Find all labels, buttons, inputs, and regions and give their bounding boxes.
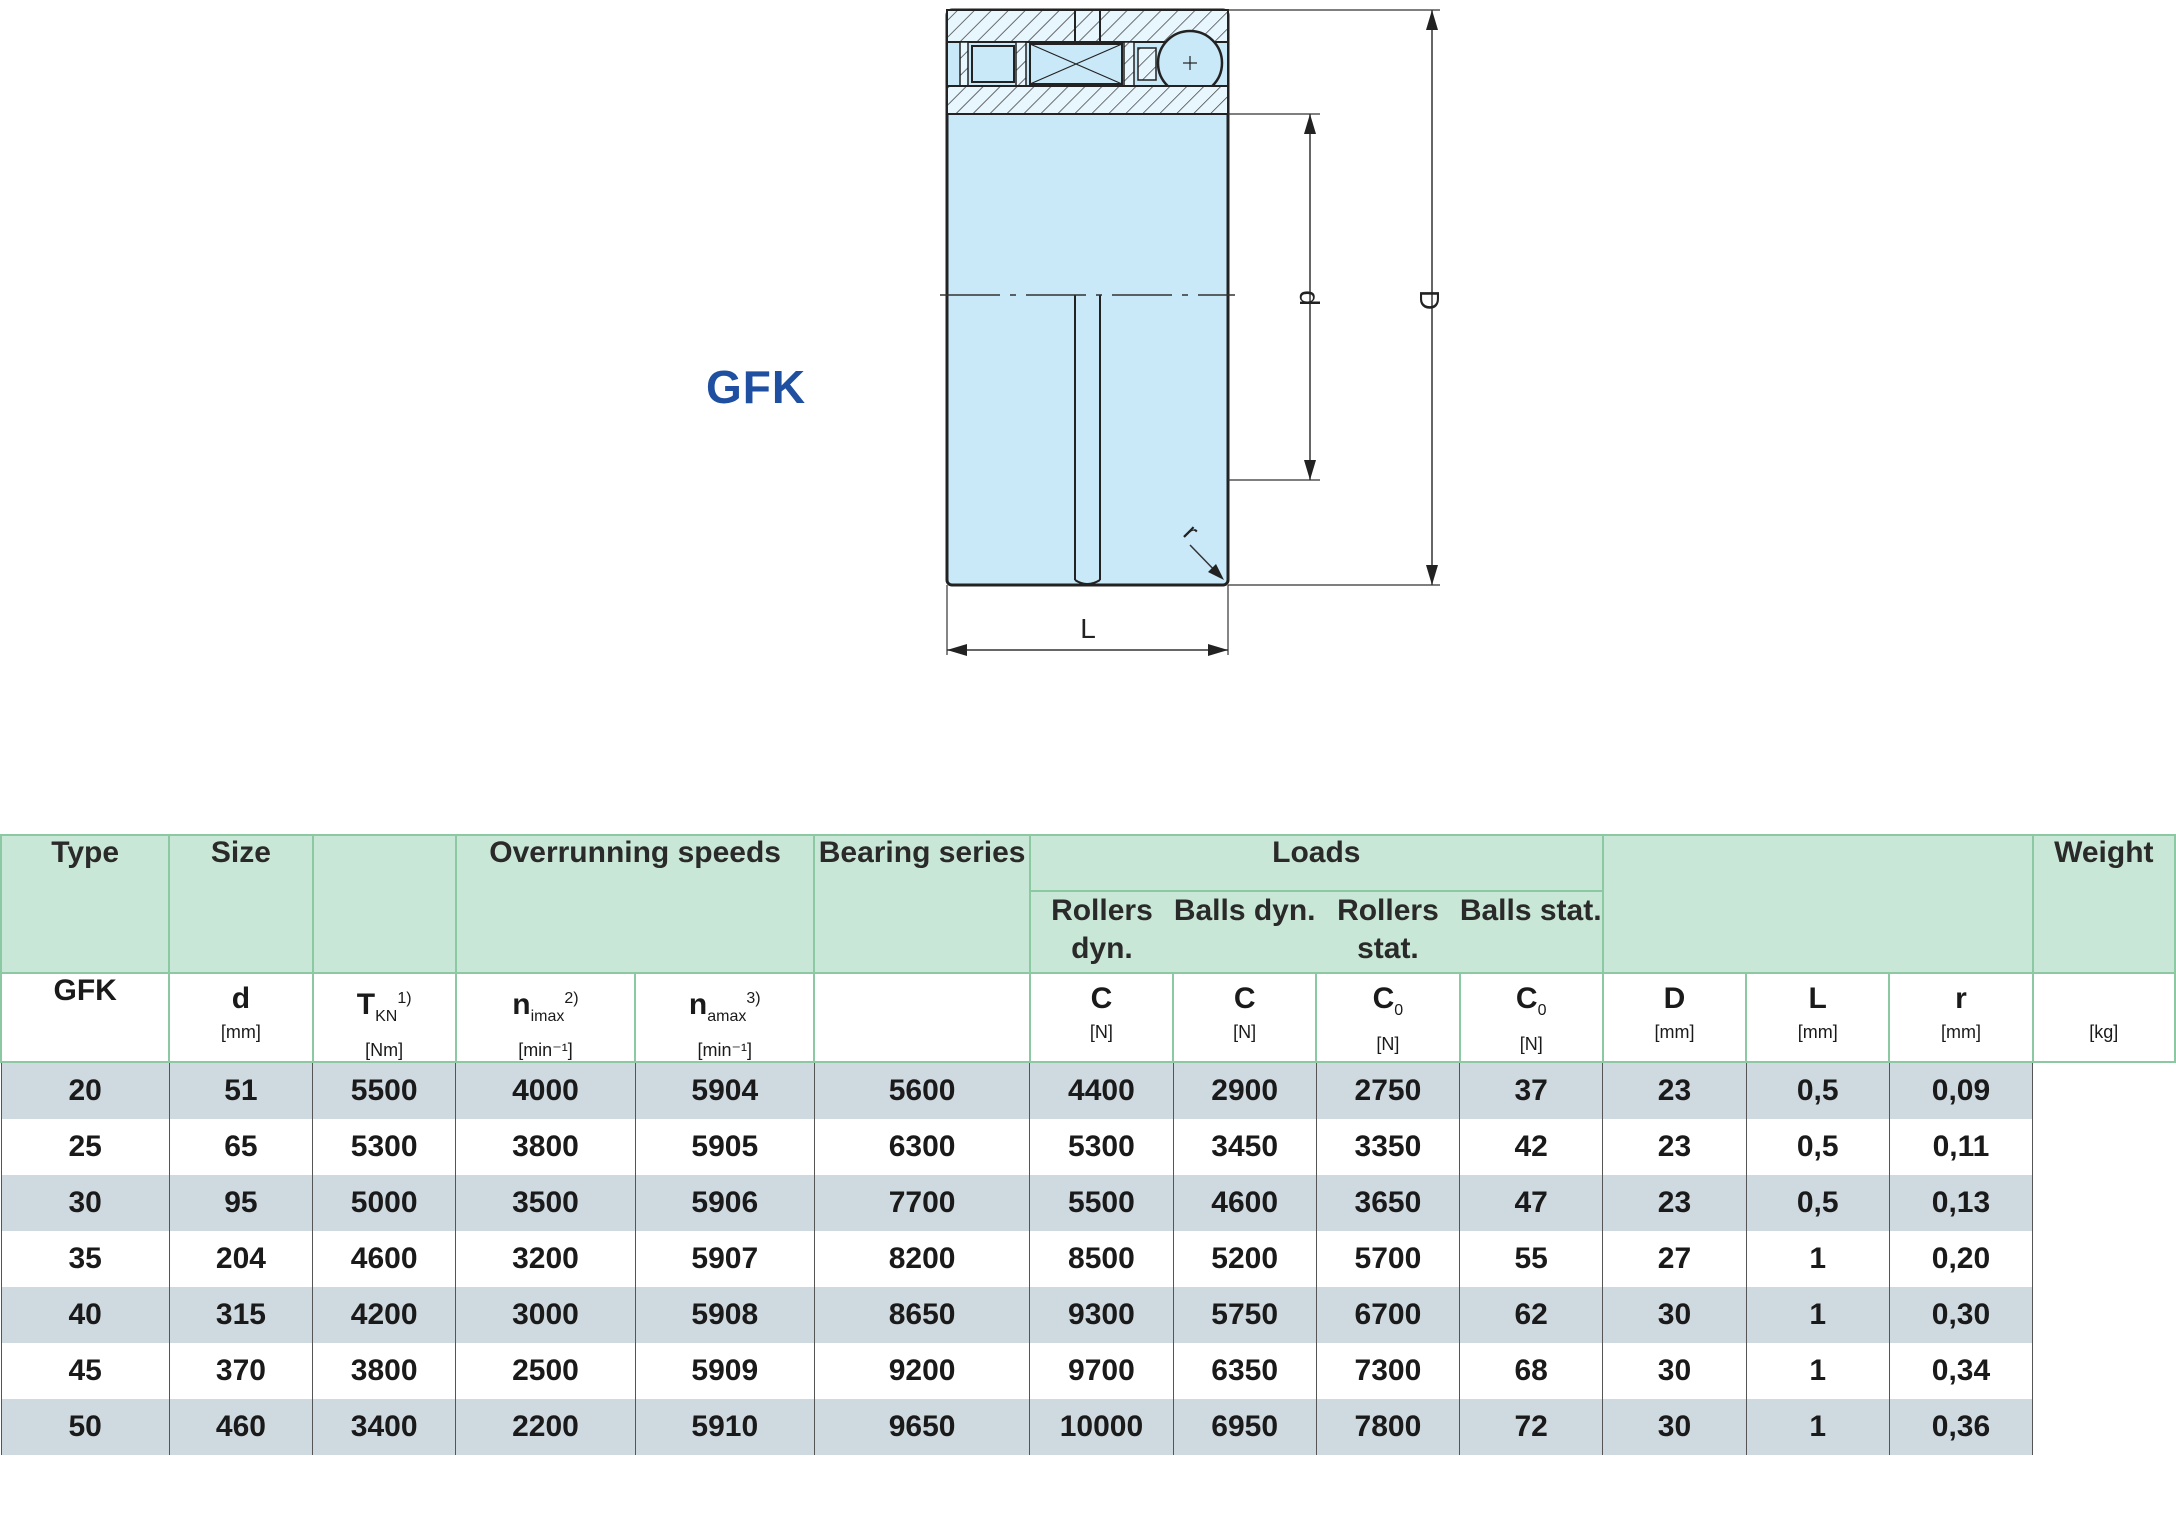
table-cell: 5300 — [313, 1119, 456, 1175]
table-cell: 5908 — [635, 1287, 814, 1343]
table-cell: 7700 — [814, 1175, 1029, 1231]
unit-r: r [mm] — [1889, 973, 2032, 1062]
table-cell: 4600 — [313, 1231, 456, 1287]
unit-L: L [mm] — [1746, 973, 1889, 1062]
unit-tkn: $T_{KN}^{1)}$ [Nm] — [313, 973, 456, 1062]
spec-table — [0, 834, 2176, 1455]
table-cell: 51 — [169, 1062, 312, 1119]
table-row — [1, 1175, 2175, 1231]
table-cell: 2200 — [456, 1399, 635, 1455]
table-cell: 3800 — [456, 1119, 635, 1175]
table-cell: 6300 — [814, 1119, 1029, 1175]
table-cell: 6350 — [1173, 1343, 1316, 1399]
header-balls-dyn: Balls dyn. — [1173, 891, 1316, 973]
table-cell: 4400 — [1030, 1062, 1173, 1119]
table-cell: 40 — [1, 1287, 169, 1343]
table-cell: 4000 — [456, 1062, 635, 1119]
table-cell: 3400 — [313, 1399, 456, 1455]
table-cell: 5600 — [814, 1062, 1029, 1119]
table-cell: 5910 — [635, 1399, 814, 1455]
bearing-drawing — [0, 0, 2176, 680]
table-cell: 1 — [1746, 1399, 1889, 1455]
table-cell: 37 — [1460, 1062, 1603, 1119]
table-cell: 55 — [1460, 1231, 1603, 1287]
table-cell: 0,11 — [1889, 1119, 2032, 1175]
table-cell: 3450 — [1173, 1119, 1316, 1175]
table-cell: 5000 — [313, 1175, 456, 1231]
table-cell: 3350 — [1316, 1119, 1459, 1175]
table-row — [1, 1231, 2175, 1287]
table-cell: 204 — [169, 1231, 312, 1287]
table-cell: 0,36 — [1889, 1399, 2032, 1455]
table-cell: 7300 — [1316, 1343, 1459, 1399]
table-cell: 25 — [1, 1119, 169, 1175]
table-cell: 0,30 — [1889, 1287, 2032, 1343]
header-balls-stat: Balls stat. — [1460, 891, 1603, 973]
table-cell: 460 — [169, 1399, 312, 1455]
table-cell: 6700 — [1316, 1287, 1459, 1343]
unit-c-roll: C [N] — [1030, 973, 1173, 1062]
table-cell: 370 — [169, 1343, 312, 1399]
table-cell: 5904 — [635, 1062, 814, 1119]
table-cell: 5906 — [635, 1175, 814, 1231]
table-cell: 7800 — [1316, 1399, 1459, 1455]
table-cell: 0,20 — [1889, 1231, 2032, 1287]
header-dimensions — [1603, 835, 2033, 891]
table-cell: 3500 — [456, 1175, 635, 1231]
table-cell: 62 — [1460, 1287, 1603, 1343]
table-cell: 65 — [169, 1119, 312, 1175]
table-cell: 8500 — [1030, 1231, 1173, 1287]
table-cell: 5907 — [635, 1231, 814, 1287]
label-L: L — [1080, 613, 1096, 644]
table-cell: 9700 — [1030, 1343, 1173, 1399]
table-cell: 68 — [1460, 1343, 1603, 1399]
header-weight: Weight — [2033, 835, 2175, 891]
table-cell: 0,13 — [1889, 1175, 2032, 1231]
unit-d: d [mm] — [169, 973, 312, 1062]
header-rollers-stat: Rollers stat. — [1316, 891, 1459, 973]
table-cell: 2750 — [1316, 1062, 1459, 1119]
table-cell: 1 — [1746, 1343, 1889, 1399]
table-cell: 30 — [1603, 1399, 1746, 1455]
table-cell: 23 — [1603, 1119, 1746, 1175]
unit-nimax: $n_{imax}^{2)}$ [min⁻¹] — [456, 973, 635, 1062]
table-cell: 42 — [1460, 1119, 1603, 1175]
table-cell: 5700 — [1316, 1231, 1459, 1287]
table-row — [1, 1119, 2175, 1175]
label-D: D — [1414, 289, 1445, 311]
table-cell: 0,34 — [1889, 1343, 2032, 1399]
table-cell: 9650 — [814, 1399, 1029, 1455]
table-cell: 27 — [1603, 1231, 1746, 1287]
table-cell: 5200 — [1173, 1231, 1316, 1287]
table-cell: 5500 — [1030, 1175, 1173, 1231]
header-overrunning: Overrunning speeds — [456, 835, 815, 891]
table-cell: 95 — [169, 1175, 312, 1231]
table-cell: 0,5 — [1746, 1175, 1889, 1231]
table-cell: 10000 — [1030, 1399, 1173, 1455]
table-row — [1, 1287, 2175, 1343]
table-cell: 4600 — [1173, 1175, 1316, 1231]
table-cell: 20 — [1, 1062, 169, 1119]
unit-bearing — [814, 973, 1029, 1062]
table-cell: 8200 — [814, 1231, 1029, 1287]
table-cell: 3650 — [1316, 1175, 1459, 1231]
table-row — [1, 1343, 2175, 1399]
table-row — [1, 1062, 2175, 1119]
table-cell: 23 — [1603, 1062, 1746, 1119]
unit-kg: [kg] — [2033, 973, 2175, 1062]
header-type: Type — [1, 835, 169, 891]
table-cell: 2500 — [456, 1343, 635, 1399]
table-cell: 4200 — [313, 1287, 456, 1343]
product-title: GFK — [706, 361, 807, 413]
table-cell: 1 — [1746, 1287, 1889, 1343]
table-cell: 3000 — [456, 1287, 635, 1343]
type-cell: GFK — [1, 973, 169, 1062]
table-cell: 5905 — [635, 1119, 814, 1175]
table-cell: 0,09 — [1889, 1062, 2032, 1119]
header-tkn — [313, 835, 456, 891]
label-r: r — [1177, 517, 1206, 546]
table-cell: 5909 — [635, 1343, 814, 1399]
table-cell: 2900 — [1173, 1062, 1316, 1119]
unit-D: D [mm] — [1603, 973, 1746, 1062]
header-size: Size — [169, 835, 312, 891]
table-cell: 9300 — [1030, 1287, 1173, 1343]
table-cell: 0,5 — [1746, 1119, 1889, 1175]
table-cell: 30 — [1603, 1343, 1746, 1399]
inner-ring — [947, 86, 1228, 114]
unit-c-ball: C [N] — [1173, 973, 1316, 1062]
table-cell: 5750 — [1173, 1287, 1316, 1343]
table-cell: 30 — [1603, 1287, 1746, 1343]
table-cell: 6950 — [1173, 1399, 1316, 1455]
table-row — [1, 1399, 2175, 1455]
table-cell: 8650 — [814, 1287, 1029, 1343]
table-cell: 23 — [1603, 1175, 1746, 1231]
table-cell: 315 — [169, 1287, 312, 1343]
table-cell: 5300 — [1030, 1119, 1173, 1175]
table-cell: 45 — [1, 1343, 169, 1399]
table-cell: 3800 — [313, 1343, 456, 1399]
table-cell: 1 — [1746, 1231, 1889, 1287]
table-cell: 50 — [1, 1399, 169, 1455]
unit-c0-ball: $C_0$ [N] — [1460, 973, 1603, 1062]
table-cell: 0,5 — [1746, 1062, 1889, 1119]
label-d: d — [1294, 290, 1325, 306]
header-rollers-dyn: Rollers dyn. — [1030, 891, 1173, 973]
unit-namax: $n_{amax}^{3)}$ [min⁻¹] — [635, 973, 814, 1062]
table-cell: 3200 — [456, 1231, 635, 1287]
table-cell: 35 — [1, 1231, 169, 1287]
header-loads: Loads — [1030, 835, 1603, 891]
table-cell: 9200 — [814, 1343, 1029, 1399]
table-cell: 72 — [1460, 1399, 1603, 1455]
header-bearing-series: Bearing series — [814, 835, 1029, 891]
unit-c0-roll: $C_0$ [N] — [1316, 973, 1459, 1062]
table-cell: 47 — [1460, 1175, 1603, 1231]
table-cell: 30 — [1, 1175, 169, 1231]
table-cell: 5500 — [313, 1062, 456, 1119]
